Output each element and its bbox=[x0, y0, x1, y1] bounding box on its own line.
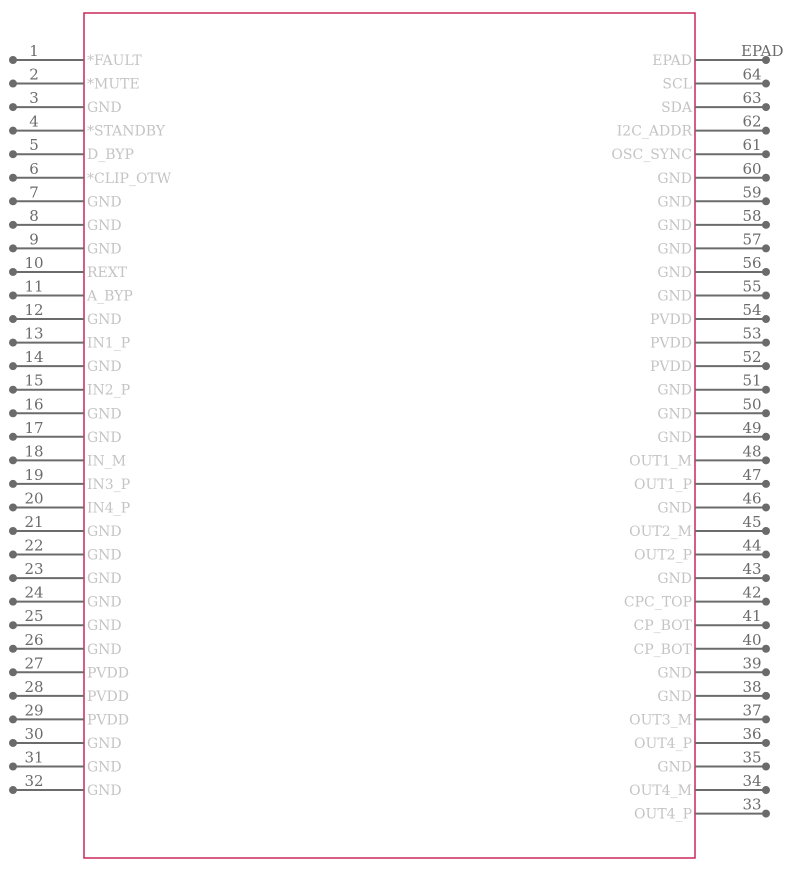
pin-name: SDA bbox=[661, 100, 692, 117]
right-pin-group bbox=[611, 42, 783, 823]
pin-name: D_BYP bbox=[87, 147, 134, 164]
pin-number: 49 bbox=[742, 418, 762, 437]
pin-endpoint bbox=[762, 409, 770, 417]
pin-endpoint bbox=[762, 221, 770, 229]
pin-name: I2C_ADDR bbox=[616, 123, 692, 140]
pin-number: 63 bbox=[742, 89, 762, 108]
pin-name: GND bbox=[657, 382, 692, 399]
pin-number: 14 bbox=[24, 348, 44, 367]
pin-endpoint bbox=[9, 386, 17, 394]
pin-number: 35 bbox=[742, 748, 762, 767]
pin-name: GND bbox=[657, 665, 692, 682]
pin-endpoint bbox=[9, 339, 17, 347]
pin-endpoint bbox=[762, 527, 770, 535]
pin-number: 40 bbox=[742, 630, 762, 649]
pin-name: OUT2_P bbox=[634, 547, 692, 564]
pin-number: 36 bbox=[742, 724, 762, 743]
pin-number: 27 bbox=[24, 654, 44, 673]
pin-number: 28 bbox=[24, 677, 44, 696]
pin-endpoint bbox=[9, 268, 17, 276]
pin-name: IN1_P bbox=[87, 335, 131, 352]
pin-endpoint bbox=[9, 174, 17, 182]
pin-number: 39 bbox=[742, 654, 762, 673]
pin-name: OUT1_P bbox=[634, 476, 692, 493]
pin-name: GND bbox=[657, 170, 692, 187]
pin-name: GND bbox=[657, 194, 692, 211]
left-pin bbox=[9, 136, 134, 163]
pin-name: SCL bbox=[662, 76, 692, 93]
pin-number: 64 bbox=[742, 65, 762, 84]
pin-number: 41 bbox=[742, 607, 762, 626]
pin-number: 61 bbox=[742, 136, 762, 155]
pin-name: GND bbox=[657, 264, 692, 281]
pin-name: GND bbox=[657, 406, 692, 423]
right-pin bbox=[634, 796, 770, 823]
pin-number: 47 bbox=[742, 465, 762, 484]
pin-name: OUT4_P bbox=[634, 735, 692, 752]
pin-name: GND bbox=[87, 524, 122, 540]
ic-body-outline bbox=[84, 13, 695, 858]
pin-number: 17 bbox=[24, 418, 44, 437]
pin-number: 43 bbox=[742, 560, 762, 579]
pin-number: 16 bbox=[24, 395, 44, 414]
pin-endpoint bbox=[762, 292, 770, 300]
pin-endpoint bbox=[9, 362, 17, 370]
pin-number: 10 bbox=[24, 253, 44, 272]
pin-number: 54 bbox=[742, 301, 762, 320]
pin-number: 31 bbox=[24, 748, 44, 767]
pin-endpoint bbox=[762, 244, 770, 252]
pin-number: 21 bbox=[24, 513, 44, 531]
pin-endpoint bbox=[9, 668, 17, 676]
pin-number: 18 bbox=[24, 442, 44, 461]
pin-name: CP_BOT bbox=[633, 641, 692, 658]
pin-number: 19 bbox=[24, 465, 44, 484]
pin-number: 29 bbox=[24, 701, 44, 720]
pin-number: 12 bbox=[24, 301, 44, 320]
pin-endpoint bbox=[9, 503, 17, 511]
pin-endpoint bbox=[762, 386, 770, 394]
pin-number: 34 bbox=[742, 772, 762, 791]
pin-endpoint bbox=[9, 150, 17, 158]
pin-endpoint bbox=[9, 739, 17, 747]
pin-endpoint bbox=[9, 598, 17, 606]
pin-endpoint bbox=[9, 456, 17, 464]
pin-name: IN_M bbox=[87, 453, 127, 470]
pin-name: GND bbox=[87, 735, 122, 752]
pin-number: 57 bbox=[742, 230, 762, 249]
pin-number: 13 bbox=[24, 324, 44, 343]
pin-endpoint bbox=[9, 80, 17, 88]
pin-number: 59 bbox=[742, 183, 762, 202]
pin-endpoint bbox=[9, 621, 17, 629]
pin-name: CPC_TOP bbox=[623, 594, 692, 611]
pin-number: 48 bbox=[742, 442, 762, 461]
pin-number: 2 bbox=[29, 65, 39, 84]
pin-endpoint bbox=[9, 127, 17, 135]
pin-name: IN3_P bbox=[87, 476, 131, 493]
pin-number: 50 bbox=[742, 395, 762, 414]
pin-name: PVDD bbox=[650, 335, 692, 352]
pin-number: 58 bbox=[742, 206, 762, 225]
pin-endpoint bbox=[762, 174, 770, 182]
pin-number: 37 bbox=[742, 701, 762, 720]
pin-endpoint bbox=[762, 763, 770, 771]
pin-name: GND bbox=[87, 217, 122, 234]
pin-endpoint bbox=[762, 433, 770, 441]
left-pin-group bbox=[9, 42, 172, 799]
pin-number: 23 bbox=[24, 560, 44, 579]
pin-number: 30 bbox=[24, 724, 44, 743]
pin-endpoint bbox=[762, 810, 770, 818]
pin-endpoint bbox=[762, 503, 770, 511]
pin-name: PVDD bbox=[87, 712, 129, 729]
pin-name: GND bbox=[657, 288, 692, 305]
pin-name: A_BYP bbox=[87, 288, 133, 305]
pin-endpoint bbox=[762, 103, 770, 111]
pin-number: 5 bbox=[29, 136, 39, 155]
pin-endpoint bbox=[9, 763, 17, 771]
pin-name: GND bbox=[657, 500, 692, 517]
pin-name: *MUTE bbox=[87, 76, 140, 93]
pin-name: *CLIP_OTW bbox=[87, 170, 172, 187]
pin-endpoint bbox=[9, 786, 17, 794]
pin-name: OSC_SYNC bbox=[611, 147, 692, 164]
pin-number: 24 bbox=[24, 583, 44, 602]
left-pin bbox=[9, 183, 122, 210]
pin-endpoint bbox=[762, 80, 770, 88]
pin-name: GND bbox=[87, 571, 122, 588]
pin-endpoint bbox=[762, 480, 770, 488]
pin-name: GND bbox=[87, 594, 122, 611]
pin-endpoint bbox=[762, 668, 770, 676]
pin-number: 46 bbox=[742, 489, 762, 508]
pin-name: GND bbox=[87, 194, 122, 211]
pin-name: *STANDBY bbox=[87, 123, 166, 140]
pin-endpoint bbox=[762, 315, 770, 323]
pin-number: 20 bbox=[24, 489, 44, 508]
pin-name: PVDD bbox=[650, 359, 692, 376]
pin-number: 22 bbox=[24, 536, 44, 555]
pin-number: 7 bbox=[29, 183, 39, 202]
pin-number: 33 bbox=[742, 795, 762, 814]
pin-endpoint bbox=[9, 551, 17, 559]
pin-number: 6 bbox=[29, 159, 39, 178]
pin-number: 3 bbox=[29, 89, 39, 108]
pin-name: GND bbox=[657, 429, 692, 446]
pin-name: GND bbox=[87, 429, 122, 446]
pin-endpoint bbox=[762, 362, 770, 370]
pin-name: GND bbox=[657, 759, 692, 776]
pin-endpoint bbox=[9, 692, 17, 700]
pin-name: OUT2_M bbox=[629, 524, 692, 540]
pin-endpoint bbox=[762, 456, 770, 464]
pin-endpoint bbox=[9, 574, 17, 582]
pin-name: GND bbox=[87, 618, 122, 635]
pin-endpoint bbox=[9, 527, 17, 535]
pin-endpoint bbox=[762, 551, 770, 559]
pin-endpoint bbox=[9, 433, 17, 441]
pin-name: OUT1_M bbox=[629, 453, 692, 470]
pin-endpoint bbox=[762, 715, 770, 723]
pin-name: GND bbox=[87, 406, 122, 423]
pin-number: 32 bbox=[24, 772, 44, 791]
pin-name: PVDD bbox=[87, 688, 129, 705]
pin-name: GND bbox=[87, 547, 122, 564]
pin-endpoint bbox=[762, 786, 770, 794]
pin-endpoint bbox=[762, 339, 770, 347]
pin-endpoint bbox=[9, 56, 17, 64]
pin-endpoint bbox=[762, 150, 770, 158]
pin-endpoint bbox=[9, 409, 17, 417]
pin-name: OUT3_M bbox=[629, 712, 692, 729]
pin-name: GND bbox=[657, 217, 692, 234]
pin-name: EPAD bbox=[652, 53, 692, 69]
pin-endpoint bbox=[762, 739, 770, 747]
pin-number: 56 bbox=[742, 253, 762, 272]
pin-number: 44 bbox=[742, 536, 762, 555]
pin-name: GND bbox=[87, 241, 122, 258]
pin-number: 8 bbox=[29, 206, 39, 225]
pin-endpoint bbox=[762, 197, 770, 205]
pin-endpoint bbox=[9, 480, 17, 488]
pin-name: IN2_P bbox=[87, 382, 131, 399]
right-pin bbox=[652, 42, 783, 69]
pin-name: REXT bbox=[87, 264, 128, 281]
pin-endpoint bbox=[9, 715, 17, 723]
pin-number: 45 bbox=[742, 513, 762, 531]
pin-endpoint bbox=[762, 127, 770, 135]
pin-name: GND bbox=[87, 759, 122, 776]
pin-name: GND bbox=[657, 571, 692, 588]
pin-name: IN4_P bbox=[87, 500, 131, 517]
pin-name: GND bbox=[87, 783, 122, 800]
pin-name: GND bbox=[657, 688, 692, 705]
pin-number: 26 bbox=[24, 630, 44, 649]
pin-name: *FAULT bbox=[87, 53, 142, 69]
pin-endpoint bbox=[9, 645, 17, 653]
pin-name: GND bbox=[87, 359, 122, 376]
pin-number: 15 bbox=[24, 371, 44, 390]
pin-endpoint bbox=[9, 315, 17, 323]
pin-number: 25 bbox=[24, 607, 44, 626]
pin-name: CP_BOT bbox=[633, 618, 692, 635]
pin-endpoint bbox=[9, 197, 17, 205]
pin-name: GND bbox=[87, 312, 122, 329]
pin-number: 55 bbox=[742, 277, 762, 296]
pin-name: GND bbox=[657, 241, 692, 258]
left-pin bbox=[9, 89, 122, 116]
pin-number: 42 bbox=[742, 583, 762, 602]
pin-name: OUT4_M bbox=[629, 783, 692, 800]
pin-endpoint bbox=[9, 103, 17, 111]
pin-endpoint bbox=[762, 645, 770, 653]
pin-number: 38 bbox=[742, 677, 762, 696]
pin-endpoint bbox=[9, 221, 17, 229]
pin-number: 11 bbox=[24, 277, 44, 296]
pin-name: PVDD bbox=[650, 312, 692, 329]
pin-number: 62 bbox=[742, 112, 762, 131]
pin-endpoint bbox=[9, 292, 17, 300]
pin-name: GND bbox=[87, 641, 122, 658]
pin-endpoint bbox=[762, 268, 770, 276]
pin-endpoint bbox=[762, 574, 770, 582]
pin-endpoint bbox=[9, 244, 17, 252]
pin-number: 60 bbox=[742, 159, 762, 178]
pin-number: 1 bbox=[29, 42, 39, 60]
pin-name: PVDD bbox=[87, 665, 129, 682]
pin-number: 9 bbox=[29, 230, 39, 249]
pin-number: EPAD bbox=[741, 42, 784, 60]
pin-number: 53 bbox=[742, 324, 762, 343]
pin-endpoint bbox=[762, 692, 770, 700]
left-pin bbox=[9, 772, 122, 799]
pin-number: 52 bbox=[742, 348, 762, 367]
pin-name: GND bbox=[87, 100, 122, 117]
pin-number: 51 bbox=[742, 371, 762, 390]
pin-number: 4 bbox=[29, 112, 39, 131]
left-pin bbox=[9, 207, 122, 234]
pin-endpoint bbox=[762, 621, 770, 629]
pin-name: OUT4_P bbox=[634, 806, 692, 823]
pin-endpoint bbox=[762, 598, 770, 606]
